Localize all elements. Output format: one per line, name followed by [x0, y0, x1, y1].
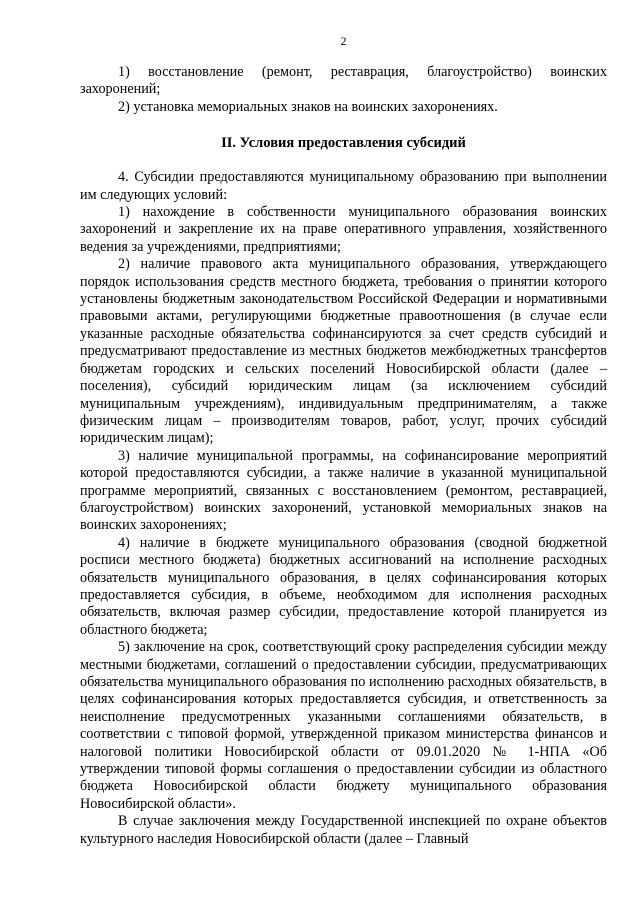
paragraph-condition-5: 5) заключение на срок, соответствующий сроку распределения субсидии между местными бюджетами, соглашений о предоставлении субсидии, предусматривающих обязательства муниципального образования по исполнению расходных обязательств, в целях софинансирования которых предоставляется субсидия, и ответственность за неисполнение предусмотренных указанными соглашениями обязательств, в соответствии с типовой формой, утвержденной приказом министерства финансов и налоговой политики Новосибирской области от 09.01.2020 № 1-НПА «Об утверждении типовой формы соглашения о предоставлении субсидии из областного бюджета Новосибирской области бюджету муниципального образования Новосибирской области».: [80, 639, 607, 812]
paragraph-condition-3: 3) наличие муниципальной программы, на софинансирование мероприятий которой предоставляются субсидии, а также наличие в указанной муниципальной программе мероприятий, связанных с восстановлением (ремонтом, реставрацией, благоустройством) воинских захоронений, установкой мемориальных знаков на воинских захоронениях;: [80, 447, 607, 534]
paragraph-list-item-1: 1) восстановление (ремонт, реставрация, благоустройство) воинских захоронений;: [80, 64, 607, 98]
paragraph-condition-2: 2) наличие правового акта муниципального образования, утверждающего порядок использования средств местного бюджета, требования о принятии которого установлены бюджетным законодательством Российской Федерации и нормативными правовыми актами, регулирующими бюджетные правоотношения (в случае если указанные расходные обязательства софинансируются за счет средств субсидий и предусматривают предоставление из местных бюджетов межбюджетных трансфертов бюджетам городских и сельских поселений Новосибирской области (далее – поселения), субсидий юридическим лицам (за исключением субсидий муниципальным учреждениям), индивидуальным предпринимателям, а также физическим лицам – производителям товаров, работ, услуг, прочих субсидий юридическим лицам);: [80, 256, 607, 447]
page-number: 2: [340, 34, 347, 48]
paragraph-condition-4: 4) наличие в бюджете муниципального образования (сводной бюджетной росписи местного бюджета) бюджетных ассигнований на исполнение расходных обязательств муниципального образования, в целях софинансирования которых предоставляется субсидия, в объеме, необходимом для исполнения расходных обязательств, включая размер субсидии, предоставление которой планируется из областного бюджета;: [80, 534, 607, 638]
paragraph-clause-4: 4. Субсидии предоставляются муниципальному образованию при выполнении им следующих условий:: [80, 169, 607, 203]
paragraph-condition-1: 1) нахождение в собственности муниципального образования воинских захоронений и закрепление их на праве оперативного управления, хозяйственного ведения за учреждениями, предприятиями;: [80, 204, 607, 255]
paragraph-list-item-2: 2) установка мемориальных знаков на воинских захоронениях.: [118, 98, 498, 115]
paragraph-agreement-case: В случае заключения между Государственной инспекцией по охране объектов культурного наследия Новосибирской области (далее – Главный: [80, 813, 607, 847]
section-heading: II. Условия предоставления субсидий: [221, 135, 466, 152]
